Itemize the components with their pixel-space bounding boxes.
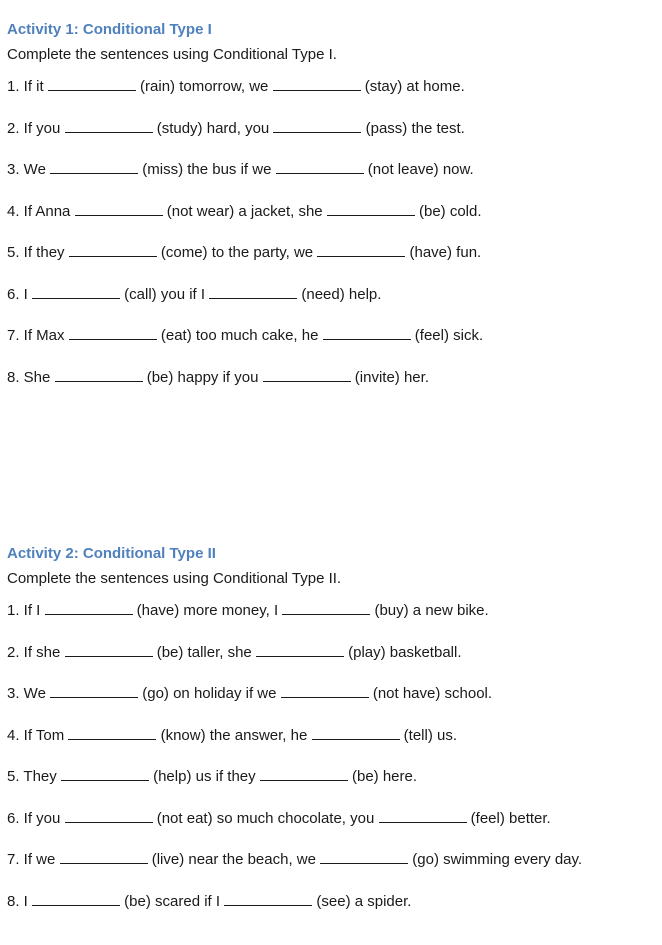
sentence-part: (be) here.: [347, 768, 418, 785]
sentence-part: 8. I: [7, 892, 33, 910]
answer-blank[interactable]: [48, 77, 136, 91]
answer-blank[interactable]: [273, 77, 361, 91]
answer-blank[interactable]: [50, 684, 138, 698]
sentence-part: (not have) school.: [368, 685, 493, 702]
answer-blank[interactable]: [327, 202, 415, 216]
sentence-part: (come) to the party, we: [156, 244, 318, 261]
exercise-item: [7, 643, 657, 685]
sentence-part: (eat) too much cake, he: [156, 327, 323, 344]
answer-blank[interactable]: [61, 767, 149, 781]
exercise-item: [7, 243, 657, 285]
sentence-part: (go) on holiday if we: [138, 685, 281, 702]
answer-blank[interactable]: [320, 850, 408, 864]
sentence-part: (buy) a new bike.: [370, 602, 489, 619]
answer-blank[interactable]: [256, 643, 344, 657]
sentence-part: (be) cold.: [414, 202, 482, 220]
sentence-part: (feel) better.: [466, 809, 551, 827]
answer-blank[interactable]: [45, 601, 133, 615]
sentence-part: 5. They: [7, 768, 61, 785]
answer-blank[interactable]: [65, 119, 153, 133]
activity-1-instruction: Complete the sentences using Conditional Type I.: [7, 46, 337, 63]
exercise-item: [7, 892, 657, 934]
sentence-part: 2. If she: [7, 643, 65, 661]
answer-blank[interactable]: [379, 809, 467, 823]
sentence-part: (not wear) a jacket, she: [162, 202, 327, 220]
sentence-part: (be) happy if you: [142, 368, 263, 386]
exercise-item: [7, 726, 657, 768]
answer-blank[interactable]: [281, 684, 369, 698]
answer-blank[interactable]: [273, 119, 361, 133]
exercise-item: [7, 202, 657, 244]
sentence-part: (pass) the test.: [361, 119, 465, 137]
answer-blank[interactable]: [317, 243, 405, 257]
sentence-part: 6. I: [7, 285, 33, 303]
answer-blank[interactable]: [69, 326, 157, 340]
sentence-part: (see) a spider.: [312, 892, 412, 910]
answer-blank[interactable]: [224, 892, 312, 906]
exercise-item: [7, 326, 657, 368]
answer-blank[interactable]: [32, 892, 120, 906]
exercise-item: [7, 368, 657, 410]
exercise-item: [7, 850, 657, 892]
sentence-part: (stay) at home.: [360, 78, 465, 95]
answer-blank[interactable]: [32, 285, 120, 299]
sentence-part: (go) swimming every day.: [408, 851, 583, 868]
answer-blank[interactable]: [65, 809, 153, 823]
sentence-part: 7. If we: [7, 851, 60, 868]
answer-blank[interactable]: [60, 850, 148, 864]
sentence-part: 4. If Tom: [7, 726, 69, 744]
sentence-part: (have) more money, I: [132, 602, 283, 619]
activity-2-exercise-list: [7, 601, 657, 933]
exercise-item: [7, 601, 657, 643]
sentence-part: (help) us if they: [148, 768, 260, 785]
sentence-part: (rain) tomorrow, we: [135, 78, 273, 95]
sentence-part: 5. If they: [7, 244, 69, 261]
sentence-part: 2. If you: [7, 119, 65, 137]
activity-2: [7, 544, 657, 933]
answer-blank[interactable]: [209, 285, 297, 299]
sentence-part: (miss) the bus if we: [138, 161, 276, 178]
sentence-part: 8. She: [7, 368, 55, 386]
exercise-item: [7, 684, 657, 726]
sentence-part: (study) hard, you: [152, 119, 274, 137]
answer-blank[interactable]: [65, 643, 153, 657]
activity-1: [7, 20, 657, 409]
answer-blank[interactable]: [75, 202, 163, 216]
activity-1-exercise-list: [7, 77, 657, 409]
sentence-part: 1. If I: [7, 602, 45, 619]
exercise-item: [7, 160, 657, 202]
sentence-part: (know) the answer, he: [156, 726, 312, 744]
answer-blank[interactable]: [323, 326, 411, 340]
answer-blank[interactable]: [282, 601, 370, 615]
sentence-part: (invite) her.: [350, 368, 429, 386]
exercise-item: [7, 77, 657, 119]
sentence-part: 6. If you: [7, 809, 65, 827]
answer-blank[interactable]: [55, 368, 143, 382]
answer-blank[interactable]: [69, 243, 157, 257]
sentence-part: 4. If Anna: [7, 202, 75, 220]
answer-blank[interactable]: [276, 160, 364, 174]
activity-2-title: Activity 2: Conditional Type II: [7, 545, 216, 562]
answer-blank[interactable]: [312, 726, 400, 740]
sentence-part: (be) taller, she: [152, 643, 256, 661]
sentence-part: (be) scared if I: [120, 892, 225, 910]
exercise-item: [7, 285, 657, 327]
exercise-item: [7, 119, 657, 161]
answer-blank[interactable]: [50, 160, 138, 174]
answer-blank[interactable]: [263, 368, 351, 382]
sentence-part: (call) you if I: [120, 285, 210, 303]
activity-2-instruction: Complete the sentences using Conditional Type II.: [7, 570, 342, 587]
sentence-part: 1. If it: [7, 78, 48, 95]
sentence-part: (have) fun.: [405, 244, 482, 261]
sentence-part: (live) near the beach, we: [147, 851, 321, 868]
sentence-part: 3. We: [7, 161, 51, 178]
exercise-item: [7, 809, 657, 851]
sentence-part: (feel) sick.: [410, 327, 484, 344]
exercise-item: [7, 767, 657, 809]
sentence-part: 7. If Max: [7, 327, 69, 344]
activity-1-title: Activity 1: Conditional Type I: [7, 21, 212, 38]
sentence-part: (not eat) so much chocolate, you: [152, 809, 379, 827]
sentence-part: (not leave) now.: [363, 161, 474, 178]
sentence-part: (play) basketball.: [343, 643, 462, 661]
answer-blank[interactable]: [68, 726, 156, 740]
answer-blank[interactable]: [260, 767, 348, 781]
sentence-part: 3. We: [7, 685, 51, 702]
sentence-part: (tell) us.: [399, 726, 458, 744]
sentence-part: (need) help.: [297, 285, 382, 303]
